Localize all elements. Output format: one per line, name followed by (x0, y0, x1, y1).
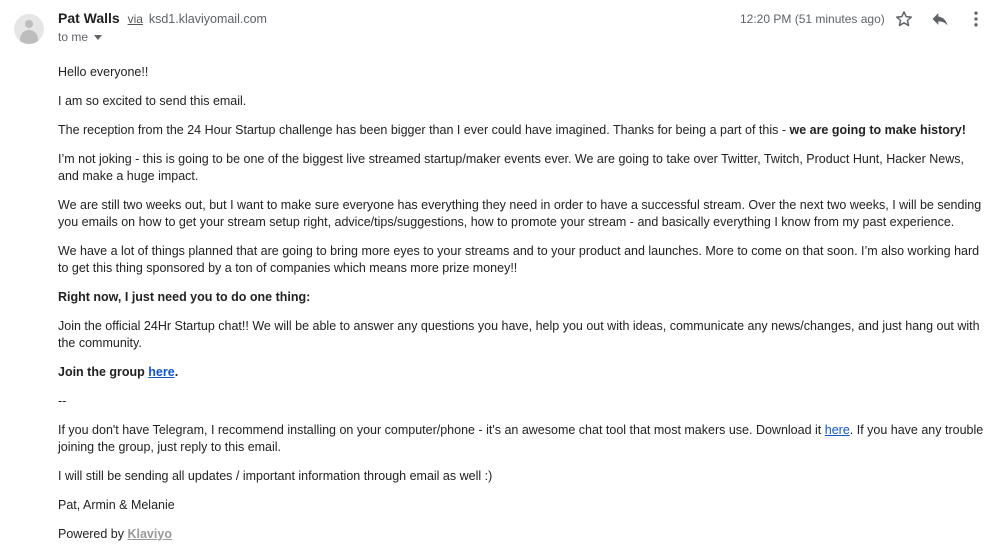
klaviyo-link[interactable]: Klaviyo (127, 527, 172, 541)
powered-by (58, 526, 986, 543)
chevron-down-icon[interactable] (94, 35, 102, 40)
join-label: Join the group (58, 365, 149, 379)
telegram-text-end: . If you have any trouble joining the group, just reply to this email. (58, 423, 984, 454)
telegram-text: If you don't have Telegram, I recommend installing on your computer/phone - it's an awesome chat tool that most makers use. Download it (58, 423, 825, 437)
timestamp: 12:20 PM (51 minutes ago) (740, 12, 885, 26)
paragraph-intro: I am so excited to send this email. (58, 94, 247, 108)
join-here-link[interactable]: here (148, 365, 175, 379)
signature: Pat, Armin & Melanie (58, 498, 175, 512)
paragraph-two-weeks: We are still two weeks out, but I want to make sure everyone has everything they need in order to have a successful stream. Over the next two weeks, I will be sending you emails on how to get your stream setup right, advice/tips/suggestions, how to promote your stream - and basically everything I know from my past experience. (58, 198, 982, 229)
reception-bold: we are going to make history! (789, 123, 966, 137)
paragraph-updates: I will still be sending all updates / important information through email as well :) (58, 469, 493, 483)
sender-line (58, 10, 267, 26)
avatar-head-shape (25, 20, 33, 28)
download-here-link[interactable]: here (824, 423, 850, 437)
separator: -- (58, 394, 67, 408)
join-text (58, 365, 178, 379)
reply-icon[interactable] (929, 8, 951, 30)
avatar-body-shape (20, 30, 38, 44)
join-period: . (174, 365, 179, 379)
paragraph-reception (58, 122, 986, 139)
paragraph-join (58, 364, 986, 381)
greeting: Hello everyone!! (58, 65, 149, 79)
paragraph-telegram (58, 422, 986, 456)
sender-name[interactable]: Pat Walls (58, 10, 120, 26)
email-body (58, 64, 986, 555)
more-vert-icon[interactable] (965, 8, 987, 30)
paragraph-chat: Join the official 24Hr Startup chat!! We will be able to answer any questions you have, help you out with ideas, communicate any news/changes, and just hang out with the community. (58, 319, 980, 350)
recipient-label: to me (58, 30, 89, 44)
one-thing-bold: Right now, I just need you to do one thing: (58, 290, 311, 304)
paragraph-plans: We have a lot of things planned that are going to bring more eyes to your streams and to your product and launches. More to come on that soon. I’m also working hard to get this thing sponsored by a ton of companies which means more prize money!! (58, 244, 980, 275)
reception-text: The reception from the 24 Hour Startup challenge has been bigger than I ever could have imagined. Thanks for being a part of this - (58, 123, 790, 137)
paragraph-one-thing (58, 289, 986, 306)
sender-via-label[interactable]: via (127, 12, 143, 26)
avatar[interactable] (14, 14, 44, 44)
sender-via-domain: ksd1.klaviyomail.com (148, 12, 267, 26)
paragraph-not-joking: I’m not joking - this is going to be one of the biggest live streamed startup/maker events ever. We are going to take over Twitter, Twitch, Product Hunt, Hacker News, and make a huge impact. (58, 152, 964, 183)
recipient-line[interactable] (58, 30, 102, 44)
powered-by-label: Powered by (58, 527, 128, 541)
star-icon[interactable] (893, 8, 915, 30)
